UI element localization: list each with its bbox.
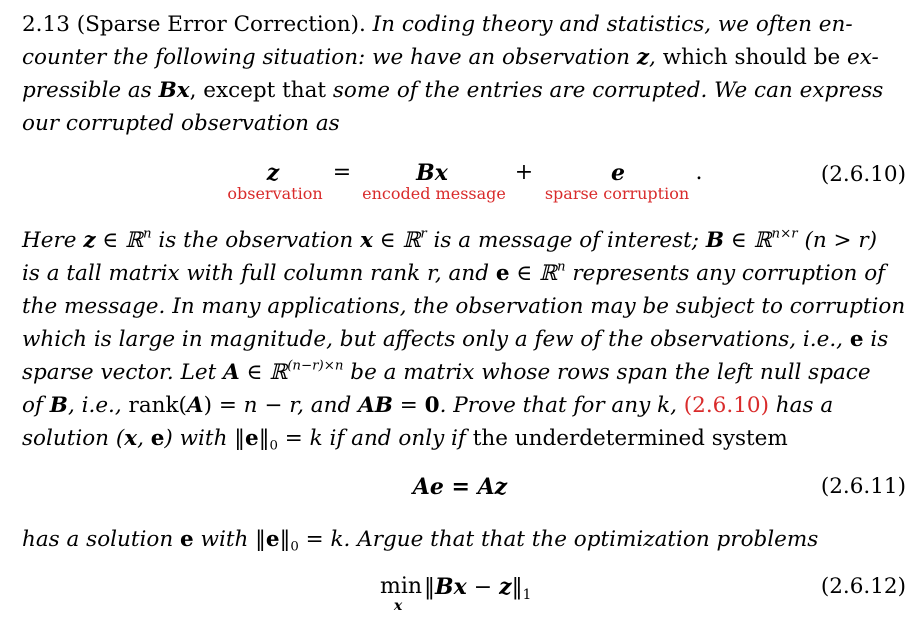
equation-number: (2.6.11) xyxy=(820,474,906,499)
eq-equals: = xyxy=(332,160,352,185)
after-line: has a solution e with $‖e‖_0 = k$. Argue that that the optimization problems xyxy=(22,527,819,555)
eq-min-subscript: x xyxy=(393,598,403,614)
equation-number: (2.6.12) xyxy=(820,574,906,599)
eq-2-6-11-expr: Ae = Az xyxy=(412,474,508,500)
eq-plus: + xyxy=(514,160,534,185)
intro-line-2: counter the following situation: we have an observation z, which should be ex- xyxy=(22,45,879,70)
body-line-6: of B, i.e., rank(A) = n − r, and AB = 0. Prove that for any k, (2.6.10) has a xyxy=(22,393,834,418)
equation-2-6-12 xyxy=(0,574,922,620)
eq-term-Bx: Bx xyxy=(416,160,448,186)
equation-number: (2.6.10) xyxy=(820,162,906,187)
problem-intro xyxy=(22,8,908,140)
equation-2-6-10 xyxy=(0,160,922,210)
eq-2-6-12-expr: ‖Bx − $z‖_1$ xyxy=(424,574,532,603)
problem-body xyxy=(22,224,908,455)
intro-line-3: pressible as Bx, except that some of the entries are corrupted. We can express xyxy=(22,78,884,103)
body-line-7: solution (x, e) with $‖e‖_0 = k$ if and only if the underdetermined system xyxy=(22,426,788,454)
body-line-2: is a tall matrix with full column rank r, and e ∈ ℝ$^n$ represents any corruption of xyxy=(22,259,886,286)
eq-lhs-z: z xyxy=(266,160,280,186)
equation-reference-link[interactable]: (2.6.10) xyxy=(683,393,769,418)
intro-line-1: 2.13 (Sparse Error Correction). In coding theory and statistics, we often en- xyxy=(22,12,853,37)
eq-min-operator: min xyxy=(380,574,423,599)
eq-period: . xyxy=(695,160,703,185)
body-line-4: which is large in magnitude, but affects only a few of the observations, i.e., e is xyxy=(22,327,889,352)
label-observation: observation xyxy=(227,184,323,203)
eq-term-e: e xyxy=(611,160,625,186)
body-line-5: sparse vector. Let A ∈ ℝ$^{(n-r)\times n}$ be a matrix whose rows span the left null space xyxy=(22,358,871,385)
body-line-3: the message. In many applications, the observation may be subject to corruption xyxy=(22,294,906,319)
problem-after xyxy=(22,523,908,556)
body-line-1: Here z ∈ ℝ$^n$ is the observation x ∈ ℝ$^r$ is a message of interest; B ∈ ℝ$^{n\times r}$ (n > r) xyxy=(22,226,878,253)
intro-line-4: our corrupted observation as xyxy=(22,111,340,136)
label-encoded-message: encoded message xyxy=(362,184,506,203)
equation-2-6-11 xyxy=(0,474,922,508)
label-sparse-corruption: sparse corruption xyxy=(544,184,690,203)
